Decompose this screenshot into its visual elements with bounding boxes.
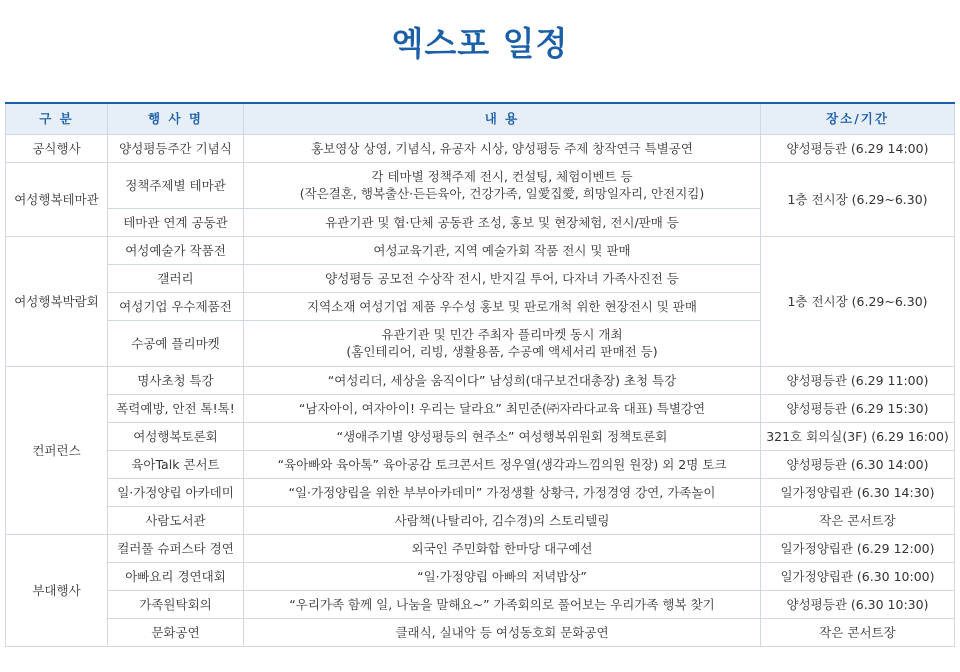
column-header-event: 행 사 명 bbox=[108, 103, 244, 134]
content-cell: 지역소재 여성기업 제품 우수성 홍보 및 판로개척 위한 현장전시 및 판매 bbox=[244, 292, 761, 320]
table-row bbox=[6, 422, 955, 450]
event-cell: 정책주제별 테마관 bbox=[108, 162, 244, 208]
venue-cell: 작은 콘서트장 bbox=[761, 618, 955, 646]
table-row bbox=[6, 506, 955, 534]
content-cell: “생애주기별 양성평등의 현주소” 여성행복위원회 정책토론회 bbox=[244, 422, 761, 450]
category-cell: 여성행복테마관 bbox=[6, 162, 108, 236]
table-row bbox=[6, 450, 955, 478]
venue-cell: 작은 콘서트장 bbox=[761, 506, 955, 534]
event-cell: 폭력예방, 안전 톡!톡! bbox=[108, 394, 244, 422]
venue-cell: 일가정양립관 (6.30 10:00) bbox=[761, 562, 955, 590]
content-cell: 유관기관 및 협·단체 공동관 조성, 홍보 및 현장체험, 전시/판매 등 bbox=[244, 208, 761, 236]
table-row bbox=[6, 162, 955, 208]
event-cell: 명사초청 특강 bbox=[108, 366, 244, 394]
venue-cell: 양성평등관 (6.30 14:00) bbox=[761, 450, 955, 478]
content-line: 각 테마별 정책주제 전시, 컨설팅, 체험이벤트 등 bbox=[371, 169, 633, 184]
content-cell: “일·가정양립을 위한 부부아카데미” 가정생활 상황극, 가정경영 강연, 가족놀이 bbox=[244, 478, 761, 506]
table-row bbox=[6, 534, 955, 562]
column-header-category: 구 분 bbox=[6, 103, 108, 134]
table-row bbox=[6, 134, 955, 162]
table-row bbox=[6, 236, 955, 264]
content-cell: “육아빠와 육아톡” 육아공감 토크콘서트 정우열(생각과느낌의원 원장) 외 2명 토크 bbox=[244, 450, 761, 478]
page-title: 엑스포 일정 bbox=[391, 24, 569, 63]
event-cell: 가족원탁회의 bbox=[108, 590, 244, 618]
venue-cell: 양성평등관 (6.29 15:30) bbox=[761, 394, 955, 422]
venue-cell: 양성평등관 (6.29 11:00) bbox=[761, 366, 955, 394]
venue-cell: 321호 회의실(3F) (6.29 16:00) bbox=[761, 422, 955, 450]
venue-cell: 양성평등관 (6.30 10:30) bbox=[761, 590, 955, 618]
category-cell: 컨퍼런스 bbox=[6, 366, 108, 534]
venue-cell: 1층 전시장 (6.29~6.30) bbox=[761, 236, 955, 366]
content-cell: “우리가족 함께 일, 나눔을 말해요~” 가족회의로 풀어보는 우리가족 행복 찾기 bbox=[244, 590, 761, 618]
event-cell: 사람도서관 bbox=[108, 506, 244, 534]
event-cell: 수공예 플리마켓 bbox=[108, 320, 244, 366]
category-cell: 여성행복박람회 bbox=[6, 236, 108, 366]
content-cell: “남자아이, 여자아이! 우리는 달라요” 최민준(㈜자라다교육 대표) 특별강연 bbox=[244, 394, 761, 422]
table-row bbox=[6, 478, 955, 506]
table-row bbox=[6, 590, 955, 618]
content-line: 유관기관 및 민간 주최자 플리마켓 동시 개최 bbox=[381, 327, 623, 342]
content-line: (작은결혼, 행복출산·든든육아, 건강가족, 일愛집愛, 희망일자리, 안전지킴) bbox=[299, 186, 705, 201]
content-cell: 양성평등 공모전 수상작 전시, 반지길 투어, 다자녀 가족사진전 등 bbox=[244, 264, 761, 292]
venue-cell: 1층 전시장 (6.29~6.30) bbox=[761, 162, 955, 236]
category-cell: 부대행사 bbox=[6, 534, 108, 646]
table-row bbox=[6, 394, 955, 422]
content-cell: 사람책(나탈리아, 김수경)의 스토리텔링 bbox=[244, 506, 761, 534]
column-header-venue: 장소/기간 bbox=[761, 103, 955, 134]
venue-cell: 일가정양립관 (6.30 14:30) bbox=[761, 478, 955, 506]
table-row bbox=[6, 366, 955, 394]
content-cell: 외국인 주민화합 한마당 대구예선 bbox=[244, 534, 761, 562]
event-cell: 여성기업 우수제품전 bbox=[108, 292, 244, 320]
schedule-table bbox=[5, 102, 955, 647]
content-cell bbox=[244, 320, 761, 366]
event-cell: 테마관 연계 공동관 bbox=[108, 208, 244, 236]
event-cell: 갤러리 bbox=[108, 264, 244, 292]
event-cell: 아빠요리 경연대회 bbox=[108, 562, 244, 590]
content-cell: 여성교육기관, 지역 예술가회 작품 전시 및 판매 bbox=[244, 236, 761, 264]
content-cell: “일·가정양립 아빠의 저녁밥상” bbox=[244, 562, 761, 590]
event-cell: 육아Talk 콘서트 bbox=[108, 450, 244, 478]
event-cell: 여성예술가 작품전 bbox=[108, 236, 244, 264]
event-cell: 여성행복토론회 bbox=[108, 422, 244, 450]
column-header-content: 내 용 bbox=[244, 103, 761, 134]
content-cell: 홍보영상 상영, 기념식, 유공자 시상, 양성평등 주제 창작연극 특별공연 bbox=[244, 134, 761, 162]
event-cell: 컬러풀 슈퍼스타 경연 bbox=[108, 534, 244, 562]
content-cell bbox=[244, 162, 761, 208]
event-cell: 양성평등주간 기념식 bbox=[108, 134, 244, 162]
category-cell: 공식행사 bbox=[6, 134, 108, 162]
table-header-row bbox=[6, 103, 955, 134]
content-line: (홈인테리어, 리빙, 생활용품, 수공예 액세서리 판매전 등) bbox=[346, 344, 658, 359]
content-cell: “여성리더, 세상을 움직이다” 남성희(대구보건대총장) 초청 특강 bbox=[244, 366, 761, 394]
event-cell: 일·가정양립 아카데미 bbox=[108, 478, 244, 506]
table-row bbox=[6, 562, 955, 590]
venue-cell: 양성평등관 (6.29 14:00) bbox=[761, 134, 955, 162]
content-cell: 클래식, 실내악 등 여성동호회 문화공연 bbox=[244, 618, 761, 646]
table-row bbox=[6, 618, 955, 646]
event-cell: 문화공연 bbox=[108, 618, 244, 646]
venue-cell: 일가정양립관 (6.29 12:00) bbox=[761, 534, 955, 562]
